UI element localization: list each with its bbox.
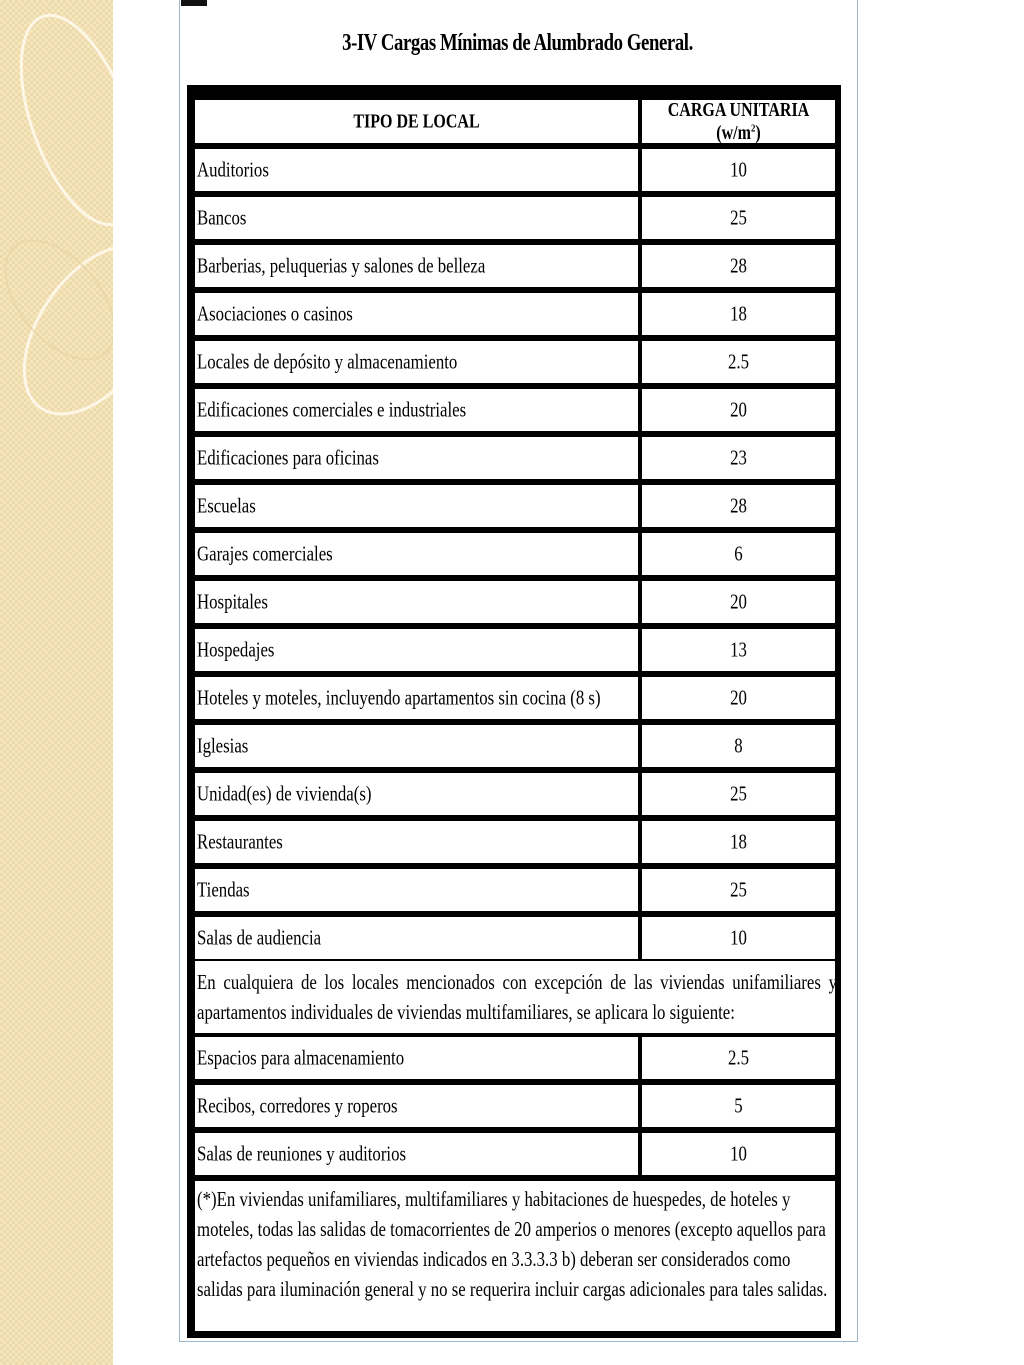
type-label: Hoteles y moteles, incluyendo apartamentos sin cocina (8 s): [197, 685, 601, 710]
value-cell: [642, 821, 835, 863]
table-row: [195, 773, 835, 815]
middle-note-text: En cualquiera de los locales mencionados con excepción de las viviendas unifamiliares y apartamentos individuales de viviendas multifamiliares, se aplicara lo siguiente:: [197, 970, 837, 1024]
value-label: 28: [730, 253, 747, 278]
header-type-label: TIPO DE LOCAL: [353, 110, 480, 132]
value-cell: [642, 869, 835, 911]
type-cell: [195, 341, 642, 383]
type-label: Edificaciones para oficinas: [197, 445, 379, 470]
table-row: [195, 149, 835, 191]
table-row: [195, 1133, 835, 1175]
table-row: [195, 677, 835, 719]
value-label: 20: [730, 685, 747, 710]
value-cell: [642, 677, 835, 719]
type-label: Bancos: [197, 205, 247, 230]
type-label: Espacios para almacenamiento: [197, 1045, 405, 1070]
table-row: [195, 821, 835, 863]
footnote-text: (*)En viviendas unifamiliares, multifamiliares y habitaciones de huespedes, de hoteles y moteles, todas las salidas de tomacorrientes de 20 amperios o menores (excepto aquellos para artefactos pequeños en viviendas indicados en 3.3.3.3 b) deberan ser considerados como salidas para iluminación general y no se requerira incluir cargas adicionales para tales salidas.: [197, 1187, 828, 1301]
table-row: [195, 1037, 835, 1079]
type-cell: [195, 1037, 642, 1079]
value-cell: [642, 1133, 835, 1175]
value-cell: [642, 293, 835, 335]
type-label: Hospedajes: [197, 637, 275, 662]
type-label: Iglesias: [197, 733, 249, 758]
table-row: [195, 437, 835, 479]
value-label: 8: [734, 733, 743, 758]
type-label: Hospitales: [197, 589, 268, 614]
table-row: [195, 629, 835, 671]
type-label: Edificaciones comerciales e industriales: [197, 397, 467, 422]
table-header-row: [195, 100, 835, 143]
value-cell: [642, 1085, 835, 1127]
value-label: 25: [730, 781, 747, 806]
type-label: Restaurantes: [197, 829, 283, 854]
header-type-cell: [195, 100, 642, 143]
value-label: 18: [730, 829, 747, 854]
type-label: Unidad(es) de vivienda(s): [197, 781, 372, 806]
header-load-cell: [642, 100, 835, 143]
table-row: [195, 917, 835, 959]
type-cell: [195, 245, 642, 287]
value-cell: [642, 437, 835, 479]
table-row: [195, 341, 835, 383]
value-cell: [642, 917, 835, 959]
type-label: Escuelas: [197, 493, 256, 518]
type-label: Garajes comerciales: [197, 541, 333, 566]
table-row: [195, 581, 835, 623]
table-footnote: [195, 1181, 835, 1331]
table-row: [195, 389, 835, 431]
type-cell: [195, 197, 642, 239]
value-cell: [642, 1037, 835, 1079]
type-label: Recibos, corredores y roperos: [197, 1093, 398, 1118]
type-cell: [195, 485, 642, 527]
value-cell: [642, 485, 835, 527]
decorative-swirl-icon: [0, 0, 113, 1365]
type-cell: [195, 293, 642, 335]
value-label: 5: [734, 1093, 743, 1118]
value-label: 23: [730, 445, 747, 470]
type-label: Salas de audiencia: [197, 925, 322, 950]
table-row: [195, 485, 835, 527]
value-cell: [642, 533, 835, 575]
value-cell: [642, 149, 835, 191]
page-title: 3-IV Cargas Mínimas de Alumbrado General.: [342, 30, 693, 56]
value-label: 25: [730, 205, 747, 230]
type-cell: [195, 1133, 642, 1175]
type-cell: [195, 437, 642, 479]
type-cell: [195, 581, 642, 623]
value-cell: [642, 725, 835, 767]
table-row: [195, 869, 835, 911]
type-cell: [195, 821, 642, 863]
type-label: Locales de depósito y almacenamiento: [197, 349, 458, 374]
value-label: 13: [730, 637, 747, 662]
table-row: [195, 245, 835, 287]
table-row: [195, 197, 835, 239]
value-cell: [642, 197, 835, 239]
table-middle-note: [195, 961, 835, 1033]
value-label: 25: [730, 877, 747, 902]
type-label: Asociaciones o casinos: [197, 301, 353, 326]
value-cell: [642, 341, 835, 383]
type-label: Salas de reuniones y auditorios: [197, 1141, 407, 1166]
type-cell: [195, 917, 642, 959]
header-load-label: CARGA UNITARIA $(w/m^2)$: [667, 98, 810, 144]
value-cell: [642, 629, 835, 671]
value-label: 6: [734, 541, 743, 566]
decorative-side-panel: [0, 0, 113, 1365]
table-row: [195, 293, 835, 335]
value-label: 10: [730, 157, 747, 182]
value-cell: [642, 389, 835, 431]
value-label: 18: [730, 301, 747, 326]
table-row: [195, 533, 835, 575]
type-cell: [195, 149, 642, 191]
type-label: Tiendas: [197, 877, 250, 902]
type-cell: [195, 1085, 642, 1127]
header-load-superscript: 2: [750, 121, 756, 134]
table-row: [195, 1085, 835, 1127]
value-label: 10: [730, 1141, 747, 1166]
type-cell: [195, 773, 642, 815]
type-cell: [195, 533, 642, 575]
value-cell: [642, 581, 835, 623]
value-label: 2.5: [728, 1045, 749, 1070]
value-label: 28: [730, 493, 747, 518]
table-row: [195, 725, 835, 767]
value-label: 20: [730, 589, 747, 614]
type-cell: [195, 629, 642, 671]
value-cell: [642, 245, 835, 287]
type-cell: [195, 389, 642, 431]
corner-mark: [181, 0, 207, 6]
value-label: 10: [730, 925, 747, 950]
value-label: 2.5: [728, 349, 749, 374]
type-cell: [195, 869, 642, 911]
type-cell: [195, 725, 642, 767]
value-label: 20: [730, 397, 747, 422]
type-cell: [195, 677, 642, 719]
type-label: Barberias, peluquerias y salones de belleza: [197, 253, 486, 278]
type-label: Auditorios: [197, 157, 269, 182]
value-cell: [642, 773, 835, 815]
